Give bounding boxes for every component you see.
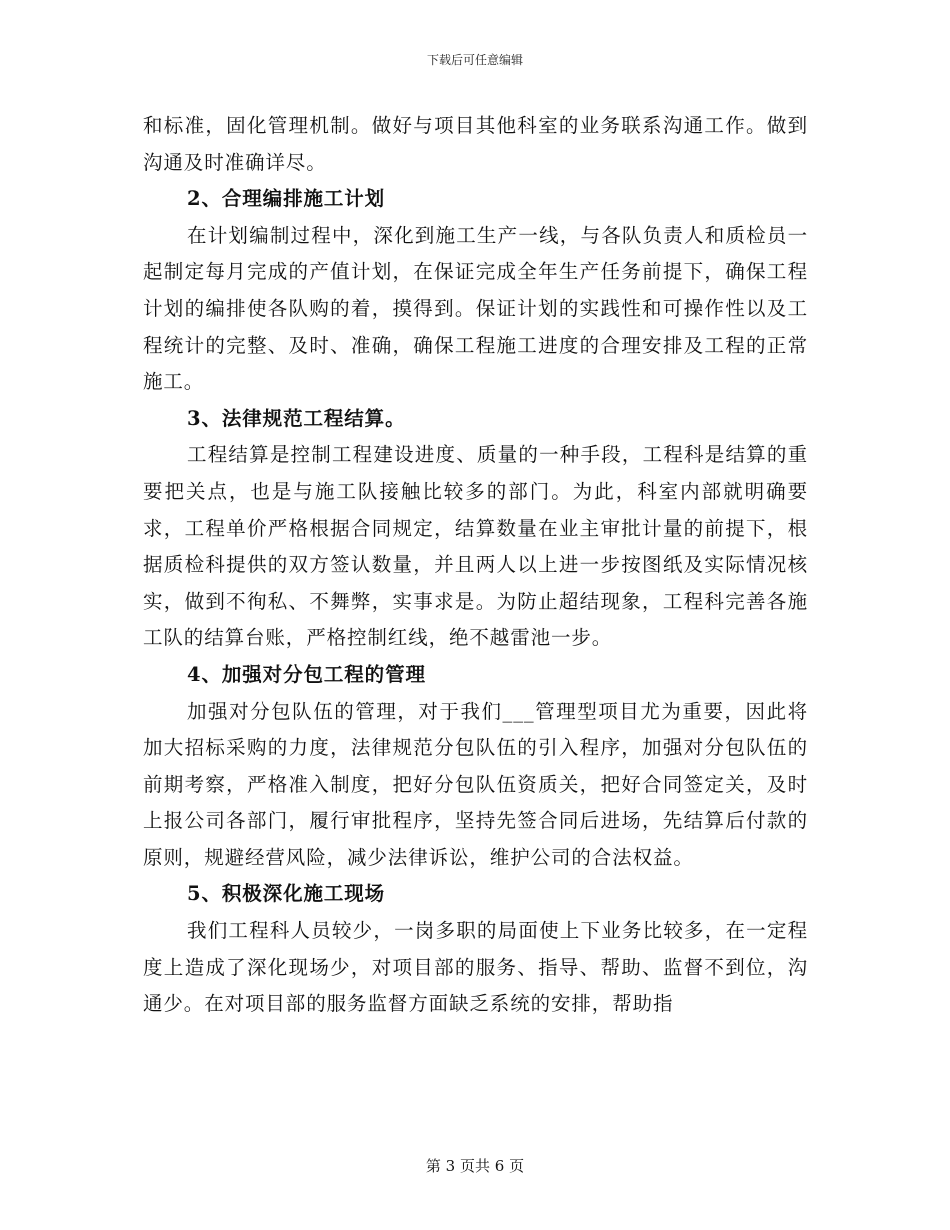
page-number: 第 3 页共 6 页 bbox=[425, 1157, 525, 1175]
document-body bbox=[143, 108, 808, 1023]
page-header: 下载后可任意编辑 bbox=[426, 53, 523, 67]
section-heading-2: 2、合理编排施工计划 bbox=[187, 187, 386, 211]
paragraph-section-3: 工程结算是控制工程建设进度、质量的一种手段，工程科是结算的重要把关点，也是与施工队接触比较多的部门。为此，科室内部就明确要求，工程单价严格根据合同规定，结算数量在业主审批计量的前提下，根据质检科提供的双方签认数量，并且两人以上进一步按图纸及实际情况核实，做到不徇私、不舞弊，实事求是。为防止超结现象，工程科完善各施工队的结算台账，严格控制红线，绝不越雷池一步。 bbox=[143, 443, 808, 650]
paragraph-section-4: 加强对分包队伍的管理，对于我们___管理型项目尤为重要，因此将加大招标采购的力度，法律规范分包队伍的引入程序，加强对分包队伍的前期考察，严格准入制度，把好分包队伍资质关，把好合同签定关，及时上报公司各部门，履行审批程序，坚持先签合同后进场，先结算后付款的原则，规避经营风险，减少法律诉讼，维护公司的合法权益。 bbox=[143, 699, 808, 869]
paragraph-section-2: 在计划编制过程中，深化到施工生产一线，与各队负责人和质检员一起制定每月完成的产值计划，在保证完成全年生产任务前提下，确保工程计划的编排使各队购的着，摸得到。保证计划的实践性和可操作性以及工程统计的完整、及时、准确，确保工程施工进度的合理安排及工程的正常施工。 bbox=[143, 223, 808, 394]
section-heading-3: 3、法律规范工程结算。 bbox=[187, 406, 406, 430]
section-heading-5: 5、积极深化施工现场 bbox=[187, 882, 386, 906]
paragraph-continued: 和标准，固化管理机制。做好与项目其他科室的业务联系沟通工作。做到沟通及时准确详尽。 bbox=[143, 114, 808, 174]
paragraph-section-5: 我们工程科人员较少，一岗多职的局面使上下业务比较多，在一定程度上造成了深化现场少，对项目部的服务、指导、帮助、监督不到位，沟通少。在对项目部的服务监督方面缺乏系统的安排，帮助指 bbox=[143, 919, 808, 1016]
section-heading-4: 4、加强对分包工程的管理 bbox=[187, 662, 426, 686]
